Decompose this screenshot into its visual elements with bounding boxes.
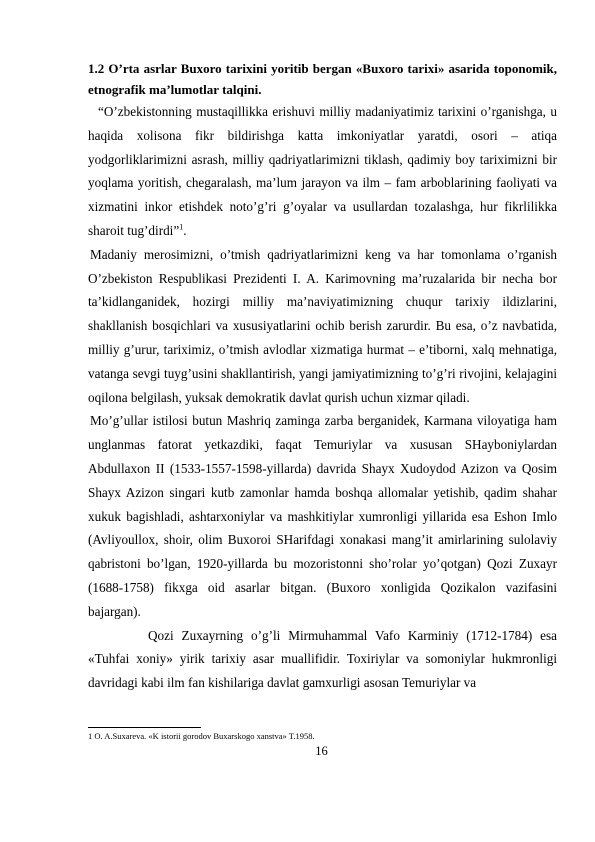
- page-number: 16: [315, 744, 328, 758]
- footnote-divider: [88, 727, 201, 728]
- paragraph-4: Qozi Zuxayrning o’g’li Mirmuhammal Vafo Karminiy (1712-1784) esa «Tuhfai xoniy» yirik tarixiy asar muallifidir. Toxiriylar va somoniylar hukmronligi davridagi kabi ilm fan kishilariga davlat gamxurligi asosan Temuriylar va: [88, 627, 557, 691]
- footnote-text: 1 O. A.Suxareva. «K istorii gorodov Buxarskogo xanstva» T.1958.: [88, 731, 315, 741]
- document-body: [88, 58, 557, 695]
- paragraph-1: “O’zbekistonning mustaqillikka erishuvi milliy madaniyatimiz tarixini o’rganishga, u haqida xolisona fikr bildirishga katta imkoniyatlar yaratdi, osori – atiqa yodgorliklarimizni asrash, milliy qadriyatlarimizni tiklash, qadimiy boy tariximizni bir yoqlama yoritish, chegaralash, ma’lum jarayon va ilm – fam arboblarining faoliyati va xizmatini inkor etishdek noto’g’ri g’oyalar va usullardan tozalashga, hur fikrlilikka sharoit tug’dirdi”$^1$.: [88, 104, 557, 238]
- paragraph-1-text: “O’zbekistonning mustaqillikka erishuvi milliy madaniyatimiz tarixini o’rganishga, u haqida xolisona fikr bildirishga katta imkoniyatlar yaratdi, osori – atiqa yodgorliklarimizni asrash, milliy qadriyatlarimizni tiklash, qadimiy boy tariximizni bir yoqlama yoritish, chegaralash, ma’lum jarayon va ilm – fam arboblarining faoliyati va xizmatini inkor etishdek noto’g’ri g’oyalar va usullardan tozalashga, hur fikrlilikka sharoit tug’dirdi”: [88, 104, 557, 238]
- paragraph-3: Mo’g’ullar istilosi butun Mashriq zaminga zarba berganidek, Karmana viloyatiga ham unglanmas fatorat yetkazdiki, faqat Temuriylar va xususan SHayboniylardan Abdullaxon II (1533-1557-1598-yillarda) davrida Shayx Xudoydod Azizon va Qosim Shayx Azizon singari kutb zamonlar hamda boshqa allomalar yetishib, qadim shahar xukuk bagishladi, ashtarxoniylar va mashkitiylar xumronligi yillarida esa Eshon Imlo (Avliyoullox, shoir, olim Buxoroi SHarifdagi xonakasi mang’it amirlarining sulolaviy qabristoni bo’lgan, 1920-yillarda bu mozoristonni sho’rolar yo’qotgan) Qozi Zuxayr (1688-1758) fikxga oid asarlar bitgan. (Buxoro xonligida Qozikalon vazifasini bajargan).: [88, 413, 557, 619]
- footnote-reference[interactable]: 1: [179, 222, 184, 232]
- section-heading: 1.2 O’rta asrlar Buxoro tarixini yoritib bergan «Buxoro tarixi» asarida toponomik, etnografik ma’lumotlar talqini.: [88, 61, 557, 97]
- paragraph-2: Madaniy merosimizni, o’tmish qadriyatlarimizni keng va har tomonlama o’rganish O’zbekiston Respublikasi Prezidenti I. A. Karimovning ma’ruzalarida bir necha bor ta’kidlanganidek, hozirgi milliy ma’naviyatimizning chuqur tarixiy ildizlarini, shakllanish bosqichlari va xususiyatlarini ochib berish zarurdir. Bu esa, o’z navbatida, milliy g’urur, tariximiz, o’tmish avlodlar xizmatiga hurmat – e’tiborni, xalq mehnatiga, vatanga sevgi tuyg’usini shakllantirish, yangi jamiyatimizning to’g’ri rivojini, kelajagini oqilona belgilash, yuksak demokratik davlat qurish uchun xizmar qiladi.: [88, 246, 557, 405]
